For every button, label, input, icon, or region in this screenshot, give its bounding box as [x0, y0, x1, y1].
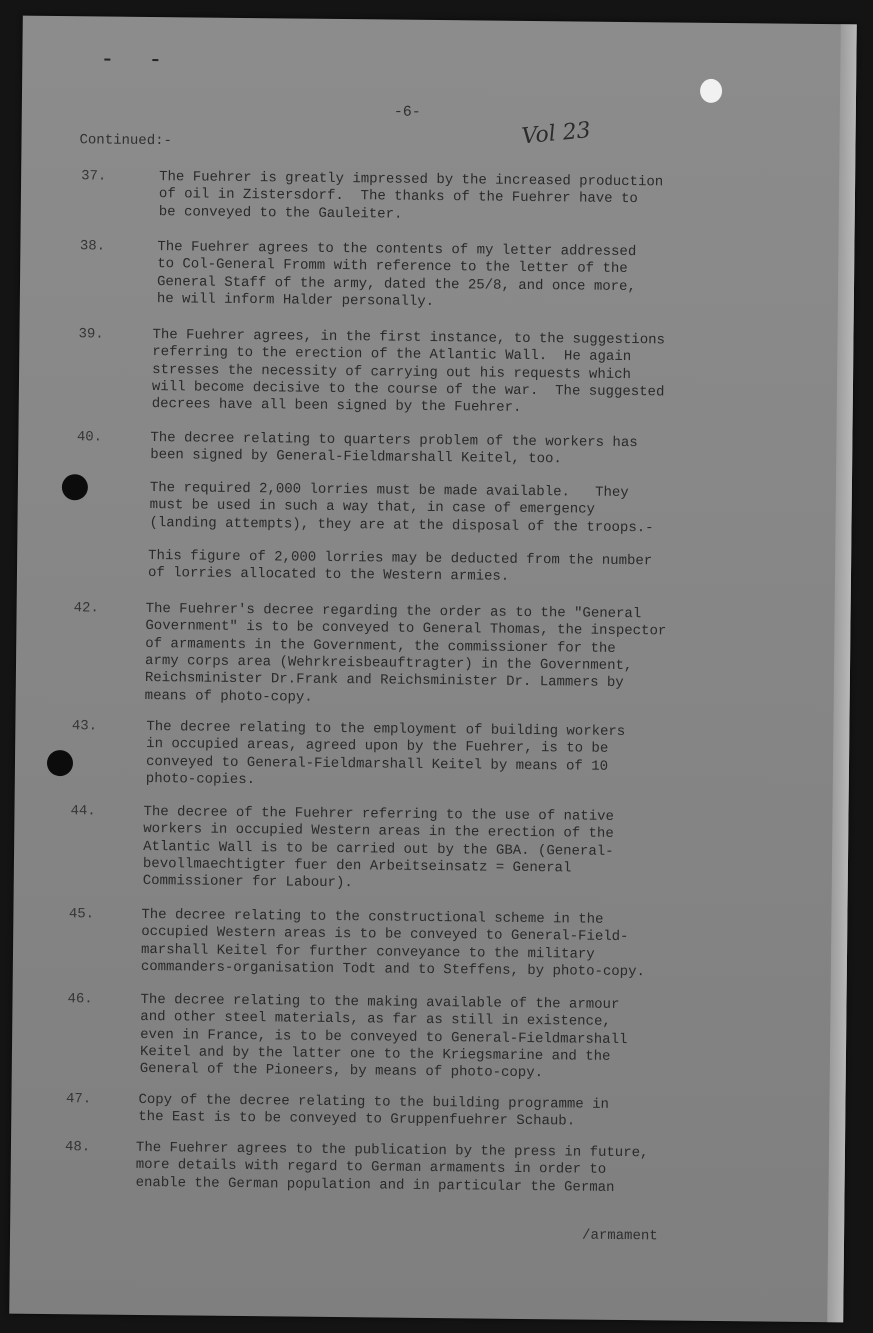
handwritten-note: Vol 23: [520, 118, 592, 150]
paragraph-line: the East is to be conveyed to Gruppenfuehrer Schaub.: [138, 1109, 576, 1130]
paragraph-line: enable the German population and in particular the German: [135, 1174, 615, 1196]
paragraph-line: and other steel materials, as far as still in existence,: [140, 1009, 611, 1031]
paragraph-line: The required 2,000 lorries must be made available. They: [149, 480, 629, 502]
paragraph-line: more details with regard to German armaments in order to: [135, 1157, 607, 1179]
paragraph-line: commanders-organisation Todt and to Steffens, by photo-copy.: [140, 958, 646, 981]
paragraph-line: The decree relating to the making available of the armour: [140, 991, 620, 1013]
paragraph-line: (landing attempts), they are at the disposal of the troops.-: [149, 514, 654, 536]
paragraph-number: 38.: [79, 238, 106, 255]
paragraph-line: The decree relating to the constructional scheme in the: [141, 906, 604, 928]
paragraph-line: occupied Western areas is to be conveyed to General-Field-: [141, 924, 629, 946]
paragraph-line: The decree relating to the employment of building workers: [146, 719, 626, 741]
paragraph-line: of lorries allocated to the Western armies.: [147, 565, 510, 586]
paragraph-line: he will inform Halder personally.: [156, 290, 435, 310]
paragraph-line: The Fuehrer agrees, in the first instance, to the suggestions: [152, 327, 666, 349]
paragraph-line: means of photo-copy.: [144, 687, 313, 706]
punch-hole-top: [700, 79, 722, 103]
paragraph-line: Keitel and by the latter one to the Kriegsmarine and the: [139, 1043, 611, 1065]
paragraph-number: 37.: [81, 168, 107, 185]
paragraph-line: to Col-General Fromm with reference to the letter of the: [157, 256, 628, 278]
paragraph-line: The decree of the Fuehrer referring to the use of native: [143, 803, 615, 825]
paragraph-line: marshall Keitel for further conveyance to the military: [140, 941, 595, 963]
paragraph-line: must be used in such a way that, in case of emergency: [149, 497, 596, 518]
paragraph-line: photo-copies.: [145, 770, 256, 789]
paragraph-line: workers in occupied Western areas in the erection of the: [143, 821, 614, 843]
paragraph-line: The Fuehrer is greatly impressed by the increased production: [159, 169, 664, 191]
paragraph-line: will become decisive to the course of the war. The suggested: [151, 378, 665, 401]
paragraph-number: 39.: [78, 326, 104, 343]
paragraph-line: stresses the necessity of carrying out his requests which: [152, 361, 632, 383]
paragraph-line: Commissioner for Labour).: [142, 873, 353, 892]
paragraph-line: army corps area (Wehrkreisbeauftragter) in the Government,: [144, 652, 633, 674]
paragraph-line: The Fuehrer agrees to the contents of my letter addressed: [157, 239, 637, 261]
paragraph-line: referring to the erection of the Atlantic Wall. He again: [152, 344, 632, 366]
scratch-mark: [152, 59, 158, 61]
paragraph-number: 42.: [73, 600, 99, 617]
paragraph-number: 47.: [65, 1091, 92, 1108]
paragraph-line: conveyed to General-Fieldmarshall Keitel by means of 10: [145, 753, 609, 775]
paragraph-line: Government" is to be conveyed to General Thomas, the inspector: [145, 618, 667, 640]
punch-hole-lower: [47, 750, 73, 776]
paragraph-line: General of the Pioneers, by means of photo-copy.: [139, 1061, 544, 1082]
paragraph-line: decrees have all been signed by the Fuehrer.: [151, 396, 522, 417]
scratch-mark: [104, 59, 110, 61]
paragraph-number: 40.: [76, 429, 103, 446]
paragraph-line: Atlantic Wall is to be carried out by the GBA. (General-: [143, 838, 614, 860]
footer-catchword: /armament: [581, 1227, 658, 1245]
paragraph-line: This figure of 2,000 lorries may be deducted from the number: [148, 548, 653, 570]
paragraph-line: General Staff of the army, dated the 25/8, and once more,: [156, 273, 636, 295]
paragraph-number: 48.: [64, 1139, 91, 1156]
paragraph-number: 46.: [67, 991, 93, 1008]
paragraph-line: of armaments in the Government, the commissioner for the: [145, 635, 616, 657]
paragraph-line: Copy of the decree relating to the building programme in: [138, 1091, 610, 1113]
paragraph-number: 44.: [70, 803, 96, 820]
paragraph-line: even in France, is to be conveyed to General-Fieldmarshall: [140, 1026, 628, 1048]
paragraph-number: 43.: [71, 718, 98, 735]
paragraph-line: of oil in Zistersdorf. The thanks of the Fuehrer have to: [158, 186, 638, 208]
paragraph-line: The Fuehrer's decree regarding the order as to the "General: [145, 600, 642, 623]
paragraph-line: in occupied areas, agreed upon by the Fuehrer, is to be: [146, 736, 609, 758]
document-page: [9, 16, 857, 1323]
punch-hole-upper: [62, 474, 88, 500]
paragraph-line: The Fuehrer agrees to the publication by the press in future,: [135, 1139, 649, 1162]
paragraph-line: be conveyed to the Gauleiter.: [158, 203, 403, 223]
paragraph-line: Reichsminister Dr.Frank and Reichsminister Dr. Lammers by: [144, 670, 624, 692]
paragraph-line: The decree relating to quarters problem of the workers has: [150, 430, 638, 452]
paragraph-number: 45.: [68, 906, 95, 923]
paper-edge: [827, 24, 857, 1322]
page-number: -6-: [393, 103, 421, 121]
paragraph-line: bevollmaechtigter fuer den Arbeitseinsatz = General: [142, 855, 572, 877]
continued-label: Continued:-: [79, 132, 173, 150]
paragraph-line: been signed by General-Fieldmarshall Keitel, too.: [150, 447, 562, 468]
